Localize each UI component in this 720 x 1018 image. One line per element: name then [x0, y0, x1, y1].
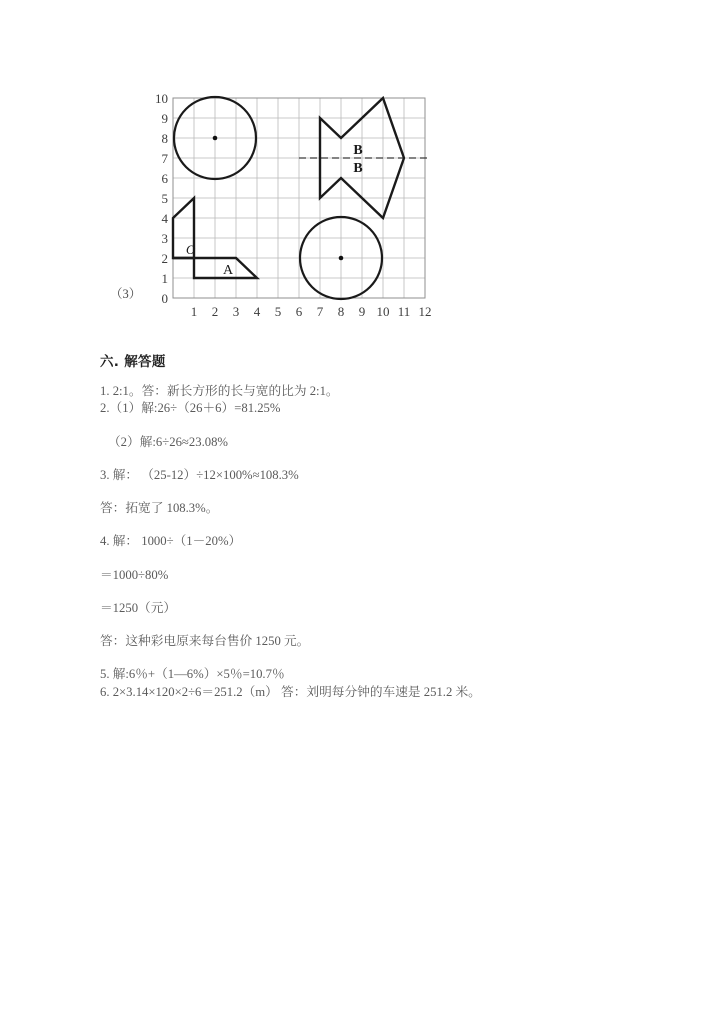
circle-top-left-center-dot [213, 136, 218, 141]
svg-text:7: 7 [316, 304, 324, 319]
answer-line-q3: 3. 解： （25-12）÷12×100%≈108.3% [100, 467, 299, 482]
x-axis-tick-labels [191, 304, 432, 319]
answer-line-q4-l3: ＝1250（元） [100, 600, 177, 615]
answer-line-q2-1: 2.（1）解:26÷（26＋6）=81.25% [100, 401, 281, 416]
svg-text:8: 8 [161, 131, 168, 146]
circle-bottom-right-center-dot [339, 256, 344, 261]
shape-b-upper-label: B [353, 143, 363, 158]
svg-text:4: 4 [253, 304, 261, 319]
svg-text:3: 3 [161, 231, 168, 246]
svg-text:0: 0 [161, 291, 168, 306]
answer-line-q3-ans: 答：拓宽了 108.3%。 [100, 501, 219, 515]
answer-line-q1: 1. 2:1。答：新长方形的长与宽的比为 2:1。 [100, 384, 339, 398]
y-axis-tick-labels [155, 91, 169, 306]
svg-text:4: 4 [161, 211, 168, 226]
answer-line-q4-ans: 答：这种彩电原来每台售价 1250 元。 [100, 634, 310, 648]
answer-line-q5: 5. 解:6％+（1—6%）×5％=10.7％ [100, 667, 285, 682]
answer-line-q4: 4. 解： 1000÷（1－20%） [100, 534, 242, 549]
svg-text:2: 2 [161, 251, 168, 266]
answer-line-q2-2: （2）解:6÷26≈23.08% [108, 434, 229, 449]
svg-text:9: 9 [358, 304, 366, 319]
grid-lines [173, 98, 425, 298]
svg-text:1: 1 [190, 304, 198, 319]
svg-text:8: 8 [337, 304, 345, 319]
svg-text:10: 10 [376, 304, 390, 319]
answer-line-q4-l2: ＝1000÷80% [100, 567, 169, 582]
svg-text:10: 10 [155, 91, 168, 106]
svg-text:7: 7 [161, 151, 168, 166]
svg-text:11: 11 [397, 304, 411, 319]
answer-line-q6: 6. 2×3.14×120×2÷6＝251.2（m） 答：刘明每分钟的车速是 251.2 米。 [100, 684, 481, 699]
svg-text:3: 3 [232, 304, 240, 319]
origin-label: O [186, 242, 196, 257]
svg-text:6: 6 [295, 304, 303, 319]
shape-b-lower-label: B [353, 161, 363, 176]
answers-list [100, 383, 660, 700]
svg-text:1: 1 [161, 271, 168, 286]
svg-text:12: 12 [418, 304, 432, 319]
svg-text:2: 2 [211, 304, 219, 319]
figure-number-label: （3） [110, 287, 142, 301]
svg-text:5: 5 [274, 304, 282, 319]
coordinate-grid-figure [130, 78, 440, 323]
section-heading-liu-jieda-ti: 六. 解答题 [100, 354, 166, 370]
svg-text:9: 9 [161, 111, 168, 126]
svg-text:5: 5 [161, 191, 168, 206]
shape-a-label: A [222, 263, 234, 278]
figure-3-block [0, 0, 720, 330]
svg-text:6: 6 [161, 171, 168, 186]
